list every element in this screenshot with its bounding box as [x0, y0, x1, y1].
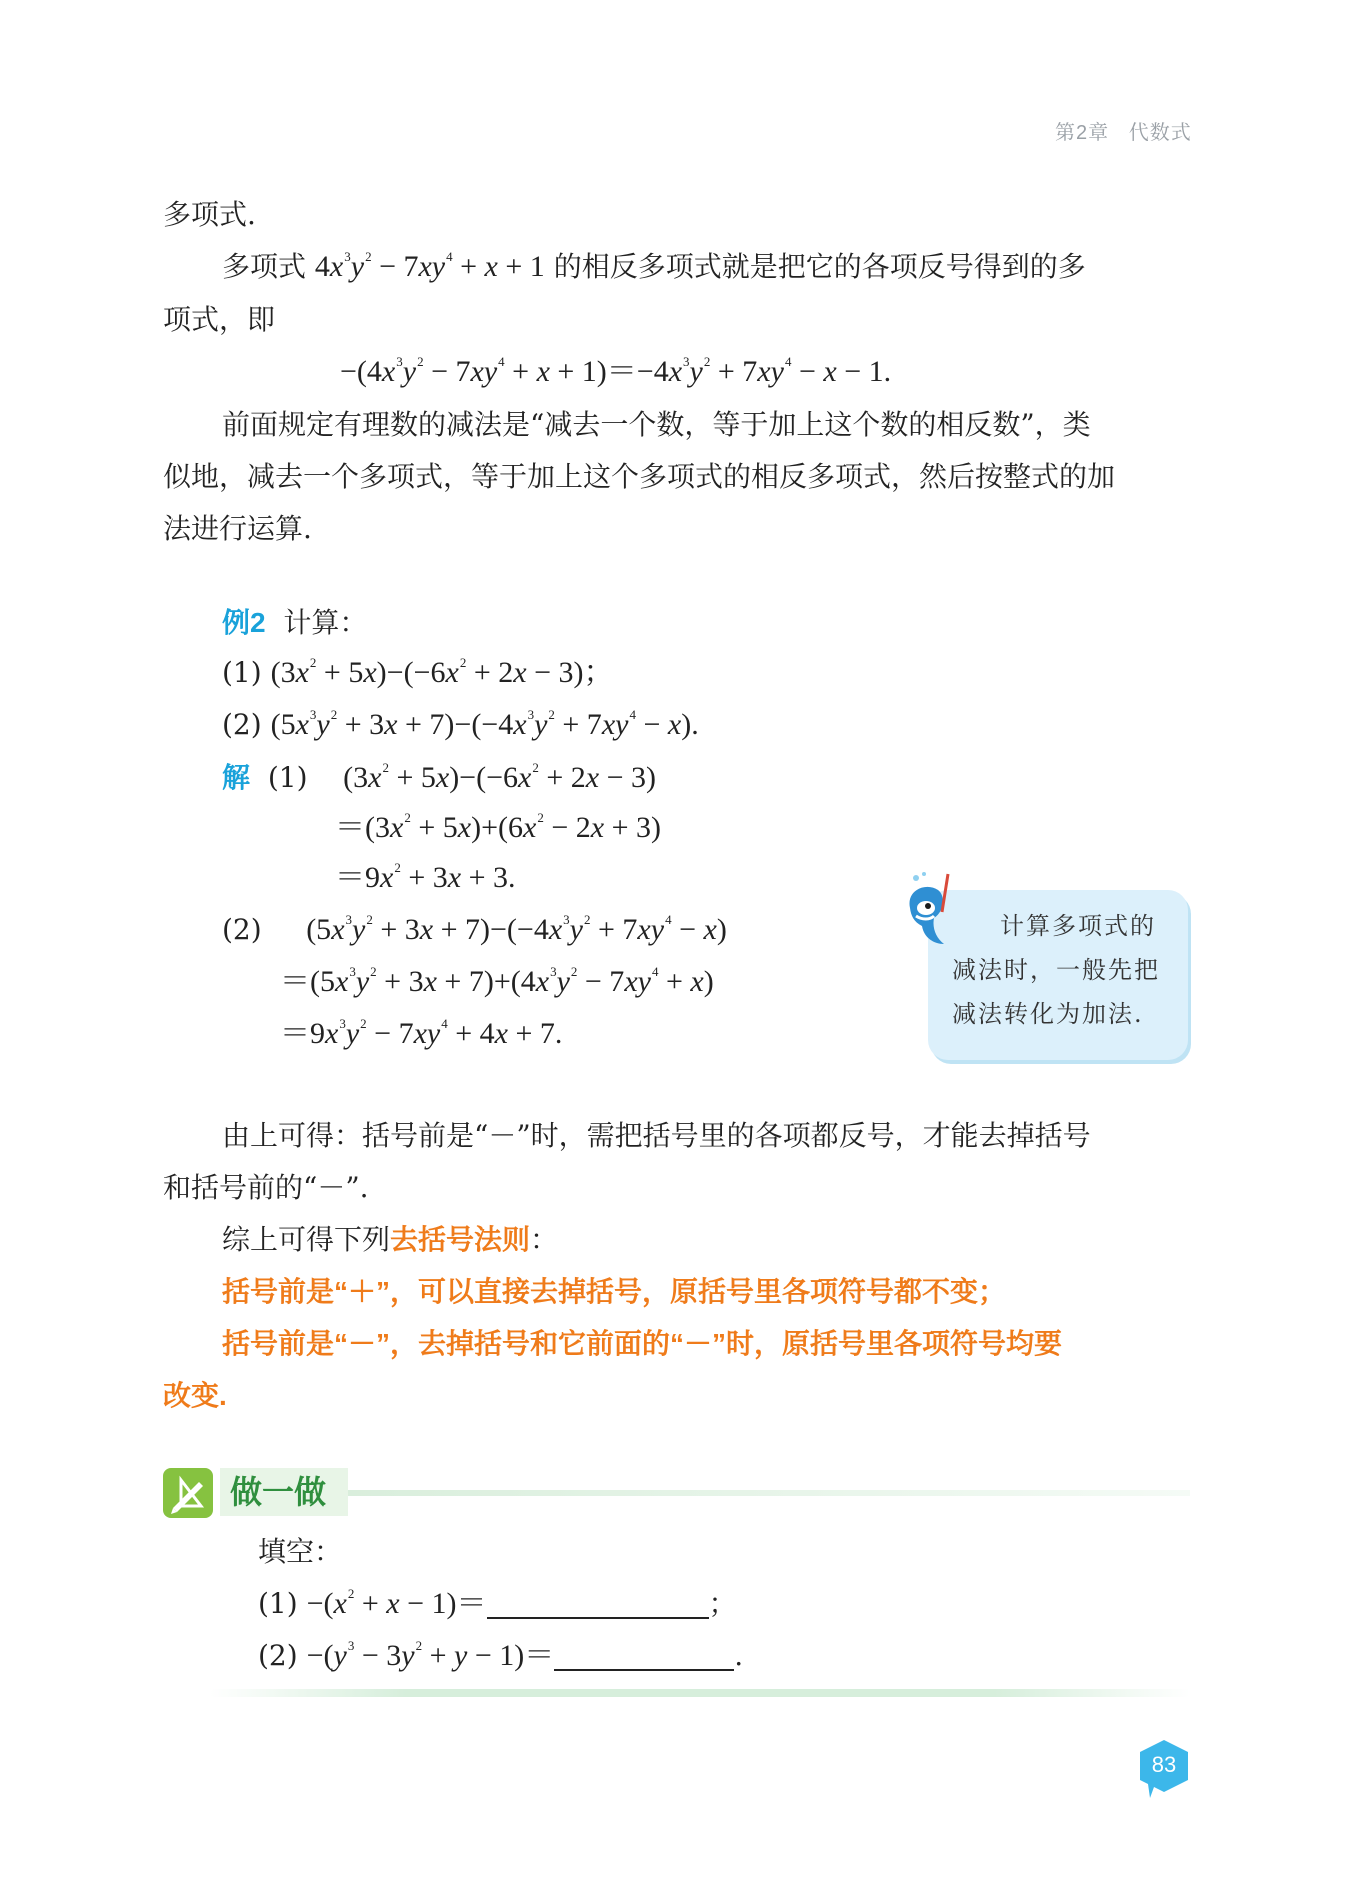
- answer-blank[interactable]: [554, 1639, 734, 1671]
- page-number-badge: [1136, 1738, 1192, 1802]
- rule-line: 括号前是“＋”，可以直接去掉括号，原括号里各项符号都不变；: [222, 1276, 1007, 1307]
- solution-label: 解: [222, 762, 251, 793]
- rule-line: 括号前是“－”，去掉括号和它前面的“－”时，原括号里各项符号均要: [222, 1328, 1063, 1359]
- question-2: (2) $(5x^3y^2 + 3x + 7)-(-4x^3y^2 + 7xy^4 - x)$.: [222, 707, 699, 741]
- text-line: 多项式.: [163, 198, 256, 231]
- tip-line: 减法转化为加法.: [952, 1000, 1144, 1028]
- tip-bubble: [928, 890, 1188, 1060]
- rule-term: 去括号法则: [390, 1224, 531, 1255]
- text-line: 项式，即: [163, 303, 276, 336]
- practice-title: 做一做: [220, 1468, 348, 1516]
- practice-prompt: 填空：: [258, 1535, 343, 1568]
- text-line: 前面规定有理数的减法是“减去一个数，等于加上这个数的相反数”，类: [222, 408, 1091, 441]
- pencil-ruler-icon: [163, 1468, 213, 1518]
- example-prompt: 计算：: [283, 606, 368, 639]
- text-line: 法进行运算.: [163, 512, 312, 545]
- example-heading: [222, 603, 367, 643]
- text-line: 和括号前的“－”.: [163, 1171, 369, 1204]
- practice-question-2: $(2) -(y^3 - 3y^2 + y - 1)=$ .: [258, 1638, 744, 1672]
- solution-1-line3: $=9x^2 + 3x + 3$.: [335, 860, 516, 894]
- text-line: 综上可得下列去括号法则：: [222, 1223, 559, 1256]
- solution-2-line2: $=(5x^3y^2 + 3x + 7)+(4x^3y^2 - 7xy^4 + x)$: [280, 964, 714, 998]
- example-label: 例2: [222, 607, 266, 638]
- text-line: 多项式 $4x^3y^2 - 7xy^4 + x + 1$ 的相反多项式就是把它的各项反号得到的多: [222, 249, 1086, 283]
- solution-1-line1: 解 (1) $(3x^2 + 5x)-(-6x^2 + 2x - 3)$: [222, 760, 657, 794]
- formula: $4x^3y^2 - 7xy^4 + x + 1$: [314, 249, 545, 283]
- solution-2-line3: $=9x^3y^2 - 7xy^4 + 4x + 7$.: [280, 1016, 563, 1050]
- rule-line: 改变.: [163, 1380, 227, 1411]
- text-line: 由上可得：括号前是“－”时，需把括号里的各项都反号，才能去掉括号: [222, 1119, 1091, 1152]
- tip-line: 减法时，一般先把: [952, 956, 1160, 984]
- solution-2-line1: (2) $(5x^3y^2 + 3x + 7)-(-4x^3y^2 + 7xy^4 - x)$: [222, 912, 727, 946]
- text-line: 似地，减去一个多项式，等于加上这个多项式的相反多项式，然后按整式的加: [163, 460, 1116, 493]
- formula-display: $-(4x^3y^2 - 7xy^4 + x + 1)=-4x^3y^2 + 7xy^4 - x - 1$.: [340, 354, 892, 388]
- practice-question-1: $(1) -(x^2 + x - 1)=$ ；: [258, 1586, 737, 1620]
- page-number: 83: [1151, 1752, 1177, 1777]
- tip-line: 计算多项式的: [1000, 912, 1156, 940]
- solution-1-line2: $=(3x^2 + 5x)+(6x^2 - 2x + 3)$: [335, 810, 661, 844]
- chapter-number: 第2章: [1055, 122, 1110, 144]
- chapter-header: [1055, 116, 1192, 145]
- question-1: (1) $(3x^2 + 5x)-(-6x^2 + 2x - 3)$；: [222, 655, 614, 689]
- dolphin-mascot-icon: [902, 868, 960, 948]
- section-bottom-divider: [210, 1689, 1190, 1697]
- section-divider: [348, 1490, 1190, 1496]
- answer-blank[interactable]: [487, 1587, 709, 1619]
- chapter-title: 代数式: [1128, 122, 1192, 144]
